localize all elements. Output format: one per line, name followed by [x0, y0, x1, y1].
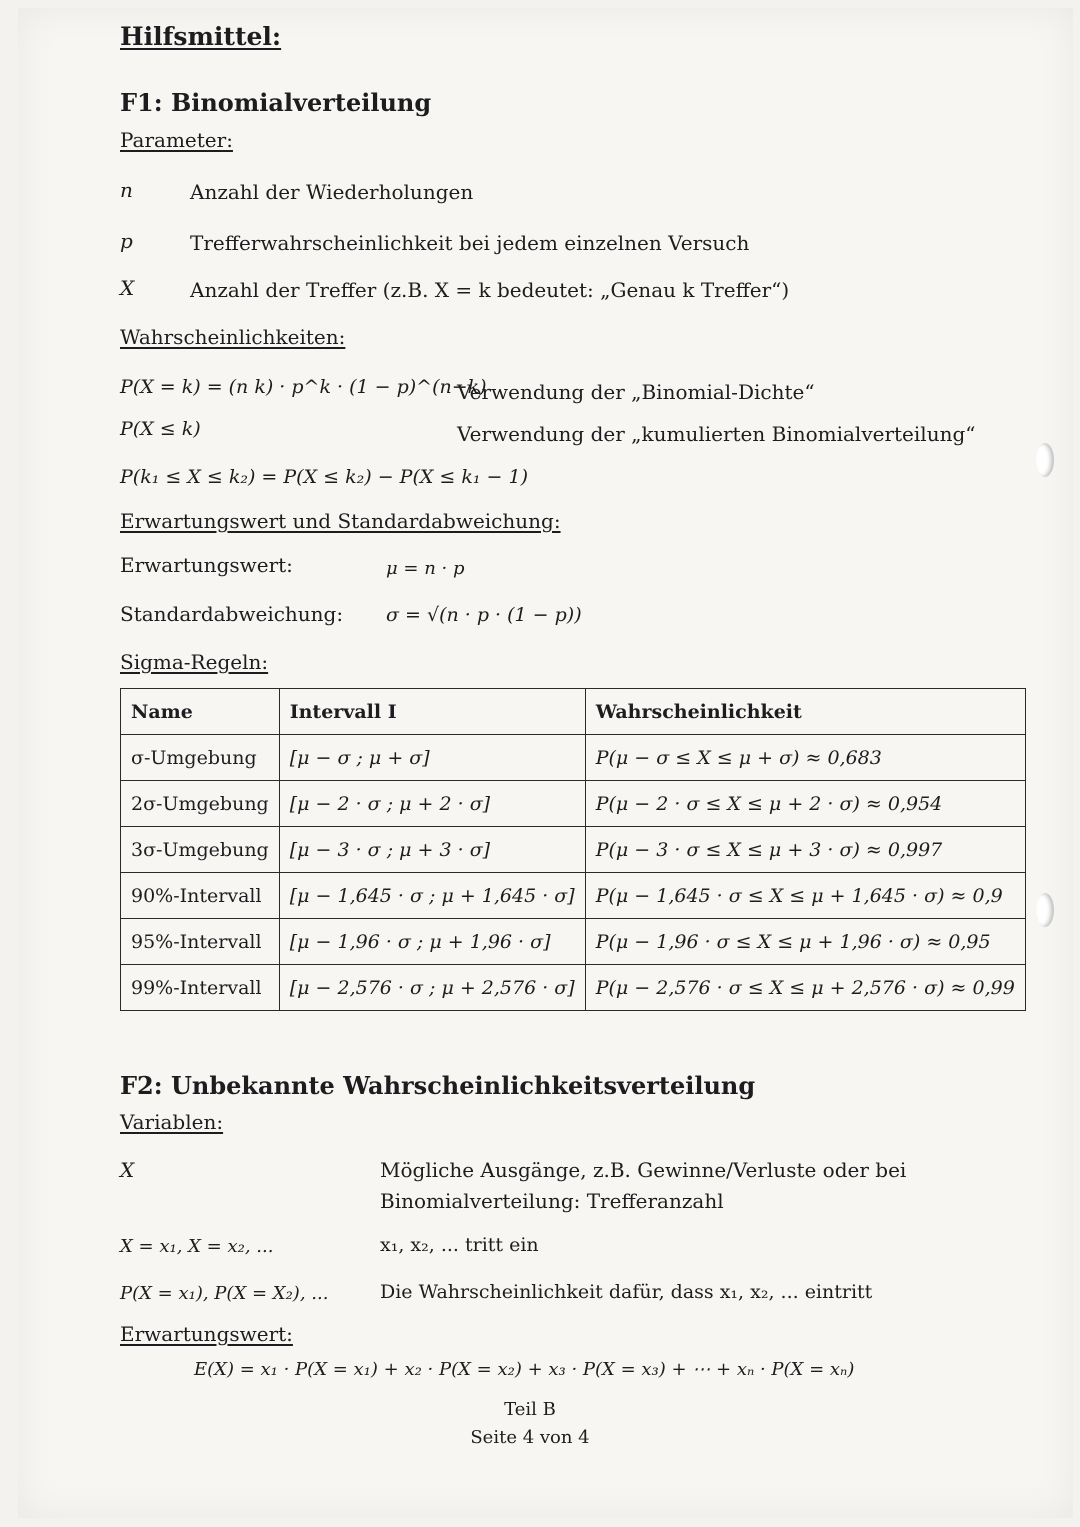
section-f2-title: F2: Unbekannte Wahrscheinlichkeitsverteilung — [120, 1071, 756, 1100]
punch-hole-bottom — [1036, 893, 1054, 927]
cell-probability: P(μ − 1,96 · σ ≤ X ≤ μ + 1,96 · σ) ≈ 0,95 — [585, 919, 1025, 965]
cell-probability: P(μ − 3 · σ ≤ X ≤ μ + 3 · σ) ≈ 0,997 — [585, 827, 1025, 873]
footer-part: Teil B — [504, 1399, 556, 1420]
parameters-heading: Parameter: — [120, 128, 233, 152]
header-name: Name — [121, 689, 280, 735]
expectation-formula: μ = n · p — [386, 558, 465, 579]
cell-name: 95%-Intervall — [121, 919, 280, 965]
punch-hole-top — [1036, 443, 1054, 477]
variable-desc-outcomes: x₁, x₂, ... tritt ein — [380, 1234, 539, 1256]
param-symbol-n: n — [120, 178, 133, 202]
cell-name: 99%-Intervall — [121, 965, 280, 1011]
formula-binomial-density: P(X = k) = (n k) · p^k · (1 − p)^(n−k) — [120, 376, 487, 398]
note-binomial-density: Verwendung der „Binomial-Dichte“ — [457, 380, 815, 404]
footer-page-number: Seite 4 von 4 — [470, 1427, 590, 1448]
cell-interval: [μ − 3 · σ ; μ + 3 · σ] — [279, 827, 585, 873]
variables-heading: Variablen: — [120, 1110, 224, 1134]
variable-symbol-outcomes: X = x₁, X = x₂, ... — [120, 1236, 274, 1257]
table-row — [121, 827, 1026, 873]
cell-interval: [μ − 1,96 · σ ; μ + 1,96 · σ] — [279, 919, 585, 965]
table-row — [121, 919, 1026, 965]
page-title: Hilfsmittel: — [120, 22, 282, 51]
param-desc-n: Anzahl der Wiederholungen — [190, 180, 474, 204]
cell-probability: P(μ − σ ≤ X ≤ μ + σ) ≈ 0,683 — [585, 735, 1025, 781]
param-symbol-x: X — [120, 276, 135, 300]
param-desc-x: Anzahl der Treffer (z.B. X = k bedeutet: „Genau k Treffer“) — [190, 278, 790, 302]
sigma-rules-heading: Sigma-Regeln: — [120, 650, 269, 674]
header-interval: Intervall I — [279, 689, 585, 735]
std-deviation-formula: σ = √(n · p · (1 − p)) — [386, 604, 582, 626]
table-row — [121, 965, 1026, 1011]
cell-name: 2σ-Umgebung — [121, 781, 280, 827]
variable-desc-probabilities: Die Wahrscheinlichkeit dafür, dass x₁, x₂, ... eintritt — [380, 1281, 873, 1303]
formula-interval: P(k₁ ≤ X ≤ k₂) = P(X ≤ k₂) − P(X ≤ k₁ − 1) — [120, 466, 529, 488]
section-f1-title: F1: Binomialverteilung — [120, 88, 432, 117]
param-desc-p: Trefferwahrscheinlichkeit bei jedem einzelnen Versuch — [190, 231, 750, 255]
cell-name: 90%-Intervall — [121, 873, 280, 919]
cell-probability: P(μ − 1,645 · σ ≤ X ≤ μ + 1,645 · σ) ≈ 0,9 — [585, 873, 1025, 919]
table-row — [121, 735, 1026, 781]
note-cumulative: Verwendung der „kumulierten Binomialverteilung“ — [457, 422, 976, 446]
f2-expectation-heading: Erwartungswert: — [120, 1322, 293, 1346]
variable-desc-x-line1: Mögliche Ausgänge, z.B. Gewinne/Verluste oder bei — [380, 1158, 907, 1182]
cell-name: 3σ-Umgebung — [121, 827, 280, 873]
cell-name: σ-Umgebung — [121, 735, 280, 781]
cell-probability: P(μ − 2,576 · σ ≤ X ≤ μ + 2,576 · σ) ≈ 0,99 — [585, 965, 1025, 1011]
table-header-row — [121, 689, 1026, 735]
expectation-label: Erwartungswert: — [120, 553, 293, 577]
cell-interval: [μ − 1,645 · σ ; μ + 1,645 · σ] — [279, 873, 585, 919]
cell-interval: [μ − 2,576 · σ ; μ + 2,576 · σ] — [279, 965, 585, 1011]
header-probability: Wahrscheinlichkeit — [585, 689, 1025, 735]
cell-interval: [μ − 2 · σ ; μ + 2 · σ] — [279, 781, 585, 827]
cell-interval: [μ − σ ; μ + σ] — [279, 735, 585, 781]
table-row — [121, 781, 1026, 827]
variable-symbol-probabilities: P(X = x₁), P(X = X₂), ... — [120, 1283, 329, 1304]
table-row — [121, 873, 1026, 919]
f2-expectation-formula: E(X) = x₁ · P(X = x₁) + x₂ · P(X = x₂) + x₃ · P(X = x₃) + ⋯ + xₙ · P(X = xₙ) — [194, 1359, 855, 1380]
cell-probability: P(μ − 2 · σ ≤ X ≤ μ + 2 · σ) ≈ 0,954 — [585, 781, 1025, 827]
std-deviation-label: Standardabweichung: — [120, 602, 344, 626]
formula-cumulative: P(X ≤ k) — [120, 418, 201, 440]
probabilities-heading: Wahrscheinlichkeiten: — [120, 325, 346, 349]
variable-desc-x-line2: Binomialverteilung: Trefferanzahl — [380, 1189, 724, 1213]
expectation-heading: Erwartungswert und Standardabweichung: — [120, 509, 561, 533]
param-symbol-p: p — [120, 229, 133, 253]
variable-symbol-x: X — [120, 1158, 135, 1182]
sigma-rules-table — [120, 688, 1026, 1011]
